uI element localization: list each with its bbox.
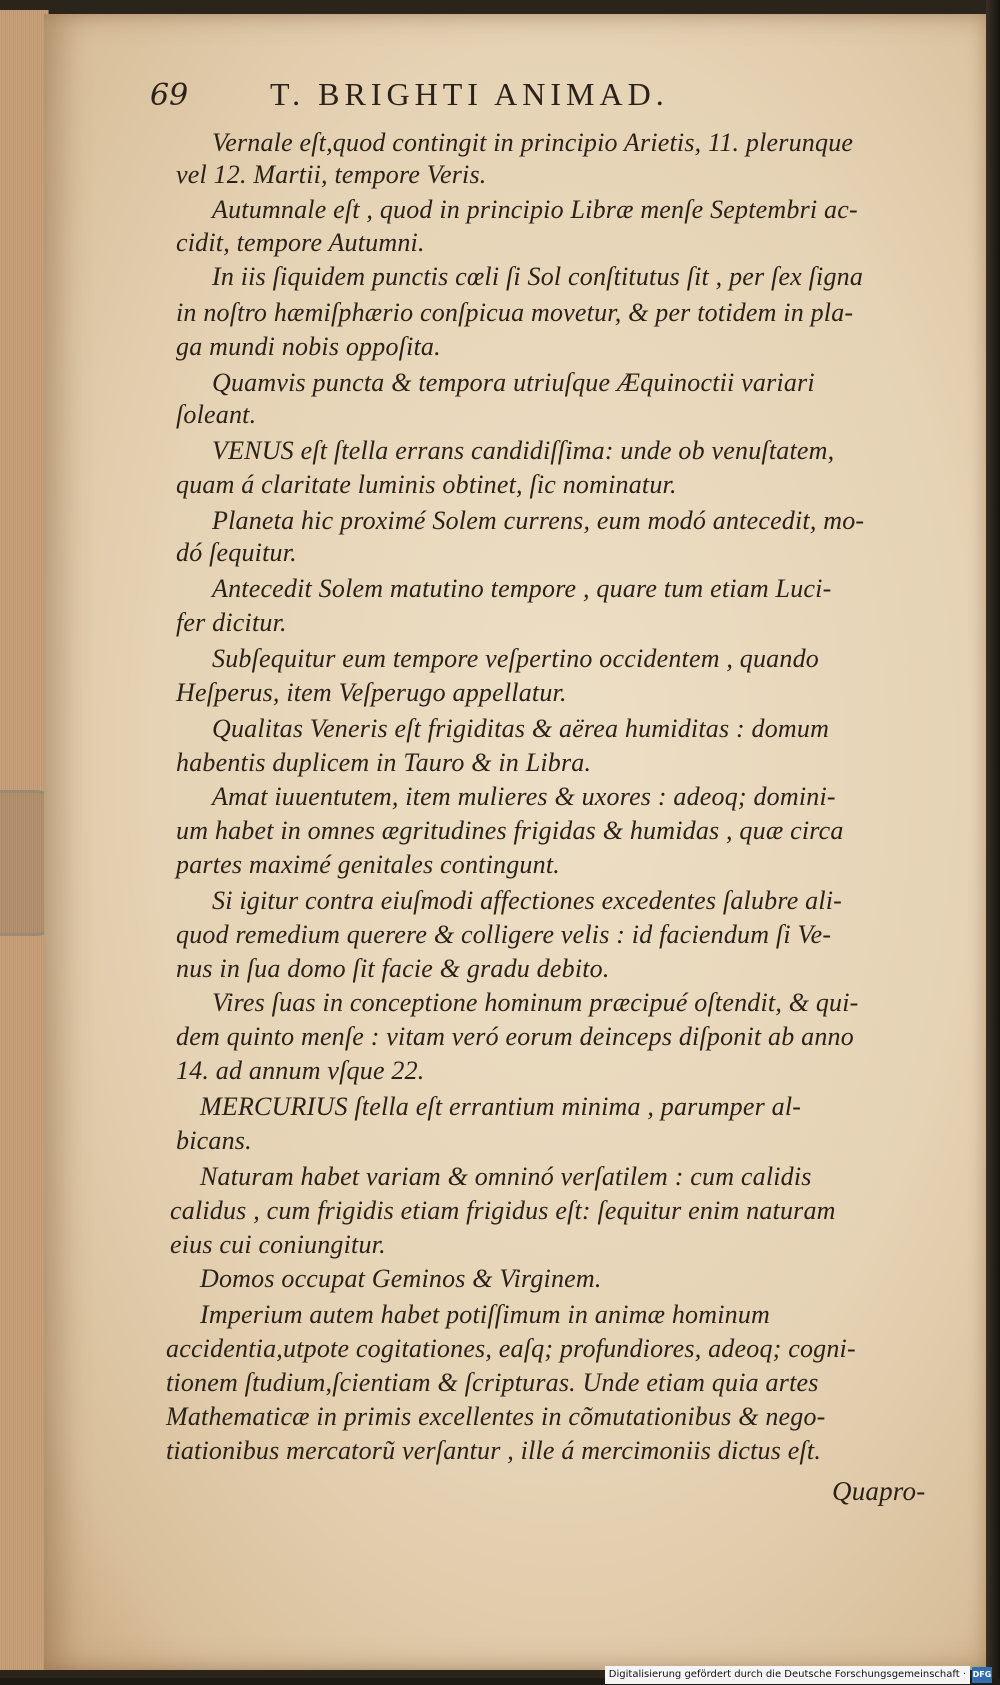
binding-strip	[986, 0, 1000, 1678]
text-line: tionem ſtudium,ſcientiam & ſcripturas. Unde etiam quia artes	[166, 1368, 819, 1397]
text-line: Imperium autem habet potiſſimum in animæ hominum	[200, 1300, 771, 1329]
text-line: Naturam habet variam & omninó verſatilem : cum calidis	[200, 1162, 812, 1191]
dfg-logo-icon: DFG	[972, 1667, 992, 1683]
page-number: 69	[150, 78, 189, 113]
text-line: In iis ſiquidem punctis cœli ſi Sol conſtitutus ſit , per ſex ſigna	[212, 262, 864, 291]
text-line: Autumnale eſt , quod in principio Libræ menſe Septembri ac-	[212, 195, 858, 224]
text-line: Heſperus, item Veſperugo appellatur.	[176, 678, 567, 707]
text-line: habentis duplicem in Tauro & in Libra.	[176, 748, 592, 777]
text-line: Mathematicæ in primis excellentes in cõmutationibus & nego-	[166, 1402, 826, 1431]
text-line: Planeta hic proximé Solem currens, eum modó antecedit, mo-	[212, 506, 865, 535]
text-line: eius cui coniungitur.	[170, 1230, 386, 1259]
text-line: bicans.	[176, 1126, 252, 1155]
text-line: Si igitur contra eiuſmodi affectiones excedentes ſalubre ali-	[212, 886, 843, 915]
catchword: Quapro-	[832, 1476, 926, 1506]
text-line: dó ſequitur.	[176, 538, 297, 567]
text-line: Vernale eſt,quod contingit in principio Arietis, 11. plerunque	[212, 128, 854, 157]
digitization-credit: Digitalisierung gefördert durch die Deutsche Forschungsgemeinschaft ·	[605, 1666, 970, 1684]
text-line: in noſtro hæmiſphærio conſpicua movetur, & per totidem in pla-	[176, 298, 854, 327]
text-line: Amat iuuentutem, item mulieres & uxores : adeoq; domini-	[212, 782, 836, 811]
text-line: Quamvis puncta & tempora utriuſque Æquinoctii variari	[212, 368, 815, 397]
text-line: fer dicitur.	[176, 608, 287, 637]
text-line: Vires ſuas in conceptione hominum præcipué oſtendit, & qui-	[212, 988, 859, 1017]
text-line: vel 12. Martii, tempore Veris.	[176, 160, 487, 189]
text-line: um habet in omnes ægritudines frigidas & humidas , quæ circa	[176, 816, 844, 845]
page-header	[150, 78, 910, 126]
text-line: partes maximé genitales contingunt.	[176, 850, 560, 879]
text-line: Antecedit Solem matutino tempore , quare tum etiam Luci-	[212, 574, 832, 603]
text-line: calidus , cum frigidis etiam frigidus eſt: ſequitur enim naturam	[170, 1196, 836, 1225]
text-line: tiationibus mercatorũ verſantur , ille á mercimoniis dictus eſt.	[166, 1436, 822, 1465]
text-line: Subſequitur eum tempore veſpertino occidentem , quando	[212, 644, 819, 673]
text-line: VENUS eſt ſtella errans candidiſſima: unde ob venuſtatem,	[212, 436, 835, 465]
text-line: nus in ſua domo ſit facie & gradu debito.	[176, 954, 610, 983]
text-line: accidentia,utpote cogitationes, eaſq; profundiores, adeoq; cogni-	[166, 1334, 856, 1363]
text-line: ſoleant.	[176, 400, 257, 429]
text-line: dem quinto menſe : vitam veró eorum deinceps diſponit ab anno	[176, 1022, 854, 1051]
text-line: MERCURIUS ſtella eſt errantium minima , parumper al-	[200, 1092, 802, 1121]
running-title: T. BRIGHTI ANIMAD.	[270, 76, 669, 112]
text-line: Domos occupat Geminos & Virginem.	[200, 1264, 602, 1293]
text-line: Qualitas Veneris eſt frigiditas & aërea humiditas : domum	[212, 714, 830, 743]
text-line: cidit, tempore Autumni.	[176, 228, 425, 257]
text-line: quam á claritate luminis obtinet, ſic nominatur.	[176, 470, 677, 499]
text-line: quod remedium querere & colligere velis : id faciendum ſi Ve-	[176, 920, 832, 949]
text-line: ga mundi nobis oppoſita.	[176, 332, 441, 361]
text-line: 14. ad annum vſque 22.	[176, 1056, 425, 1085]
